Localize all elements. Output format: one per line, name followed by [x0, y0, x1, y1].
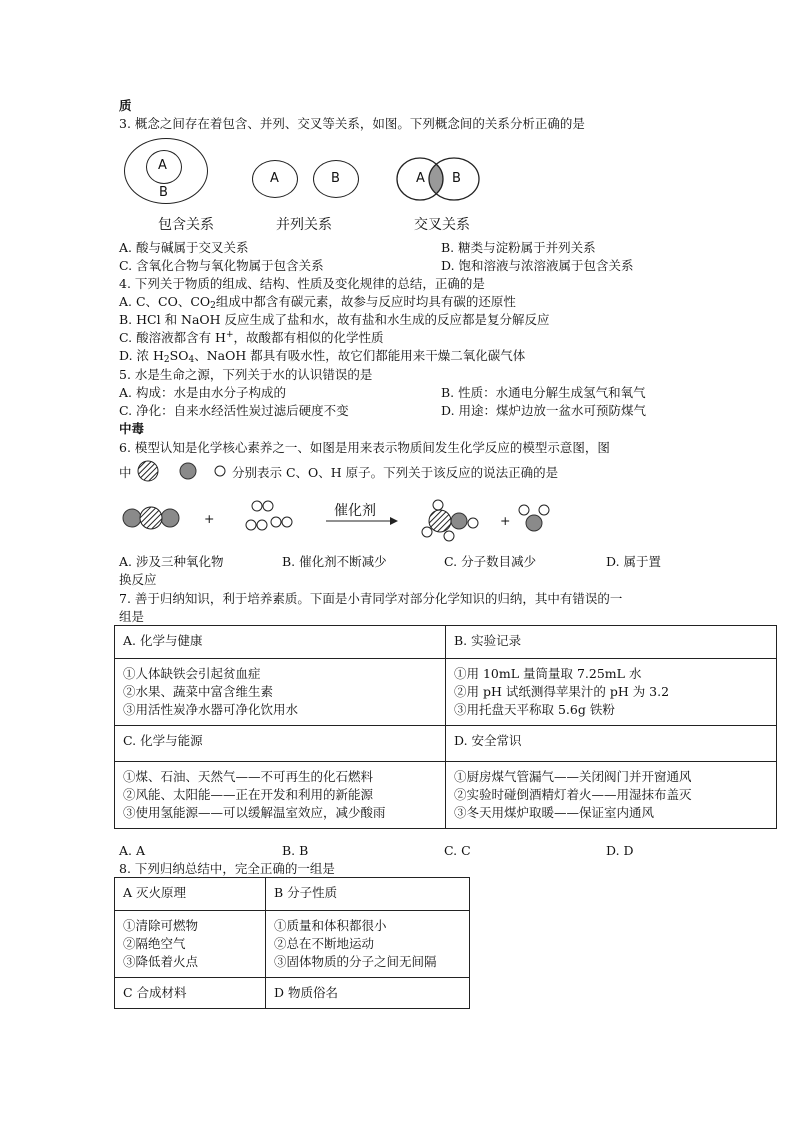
product-h-atom	[422, 527, 432, 537]
list-item: ①质量和体积都很小	[274, 918, 387, 933]
q8-cell-d-head: D 物质俗名	[266, 978, 470, 1009]
q7-option-a[interactable]: A. A	[119, 843, 146, 858]
reactant-h-atom	[246, 520, 256, 530]
continued-text: 质	[119, 98, 132, 113]
list-item: ①煤、石油、天然气——不可再生的化石燃料	[123, 769, 374, 784]
q4-d-text: D. 浓 H	[119, 348, 164, 363]
parallel-left-label: A	[270, 171, 279, 186]
q7-cell-c-head: C. 化学与能源	[115, 726, 446, 762]
q6-stem-line2-pre: 中	[119, 465, 132, 480]
product-o-atom	[526, 515, 542, 531]
list-item: ①人体缺铁会引起贫血症	[123, 666, 261, 681]
q4-a-text-2: 组成中都含有碳元素，故参与反应时均具有碳的还原性	[215, 294, 516, 309]
q6-wrap: 换反应	[119, 572, 157, 587]
list-item: ②隔绝空气	[123, 936, 186, 951]
reaction-plus-1: +	[204, 511, 215, 526]
q7-cell-b-head: B. 实验记录	[446, 626, 777, 659]
q5-wrap: 中毒	[119, 421, 145, 436]
product-h-atom	[539, 505, 549, 515]
q5-stem: 5. 水是生命之源，下列关于水的认识错误的是	[119, 367, 373, 382]
q8-cell-c-head: C 合成材料	[115, 978, 266, 1009]
contain-inner-label: A	[158, 158, 167, 173]
q7-table	[114, 625, 777, 829]
q4-c-text-2: ，故酸都有相似的化学性质	[233, 330, 384, 345]
oxygen-atom-icon	[180, 463, 196, 479]
q7-option-b[interactable]: B. B	[282, 843, 309, 858]
list-item: ②实验时碰倒酒精灯着火——用湿抹布盖灭	[454, 787, 692, 802]
q4-option-c[interactable]	[119, 330, 384, 346]
reactant-h-atom	[263, 501, 273, 511]
reactant-h-atom	[252, 501, 262, 511]
list-item: ③固体物质的分子之间无间隔	[274, 954, 437, 969]
q8-stem: 8. 下列归纳总结中，完全正确的一组是	[119, 861, 335, 876]
q8-cell-b-head: B 分子性质	[266, 878, 470, 911]
hydrogen-atom-icon	[215, 466, 225, 476]
list-item: ③降低着火点	[123, 954, 199, 969]
reactant-h-atom	[271, 517, 281, 527]
cross-left-label: A	[416, 171, 425, 186]
q8-table	[114, 877, 470, 1009]
q5-option-d[interactable]: D. 用途：煤炉边放一盆水可预防煤气	[441, 403, 647, 418]
q4-a-sub: 2	[210, 301, 216, 311]
q8-cell-b-body	[266, 911, 470, 978]
atom-legend	[136, 459, 232, 483]
q3-stem: 3. 概念之间存在着包含、并列、交叉等关系，如图。下列概念间的关系分析正确的是	[119, 116, 585, 131]
list-item: ③用托盘天平称取 5.6g 铁粉	[454, 702, 615, 717]
q4-d-text-2: 、NaOH 都具有吸水性，故它们都能用来干燥二氧化碳气体	[194, 348, 526, 363]
q8-cell-a-body	[115, 911, 266, 978]
reactant-h-atom	[282, 517, 292, 527]
list-item: ②水果、蔬菜中富含维生素	[123, 684, 274, 699]
reactant-c-atom	[140, 507, 162, 529]
q7-cell-b-body	[446, 659, 777, 726]
q6-stem-line1: 6. 模型认知是化学核心素养之一、如图是用来表示物质间发生化学反应的模型示意图，图	[119, 440, 610, 455]
q7-option-d[interactable]: D. D	[606, 843, 634, 858]
list-item: ②风能、太阳能——正在开发和利用的新能源	[123, 787, 374, 802]
list-item: ③用活性炭净水器可净化饮用水	[123, 702, 299, 717]
list-item: ②用 pH 试纸测得苹果汁的 pH 为 3.2	[454, 684, 670, 699]
product-o-atom	[451, 513, 467, 529]
list-item: ①厨房煤气管漏气——关闭阀门并开窗通风	[454, 769, 692, 784]
list-item: ①清除可燃物	[123, 918, 199, 933]
q6-option-a[interactable]: A. 涉及三种氧化物	[119, 554, 224, 569]
q6-option-d[interactable]: D. 属于置	[606, 554, 662, 569]
list-item: ③冬天用煤炉取暖——保证室内通风	[454, 805, 655, 820]
q7-stem-line2: 组是	[119, 609, 145, 624]
q4-option-b[interactable]: B. HCl 和 NaOH 反应生成了盐和水，故有盐和水生成的反应都是复分解反应	[119, 312, 550, 327]
q6-option-c[interactable]: C. 分子数目减少	[444, 554, 537, 569]
q7-cell-d-body	[446, 762, 777, 829]
product-h-atom	[444, 531, 454, 541]
q5-option-b[interactable]: B. 性质：水通电分解生成氢气和氧气	[441, 385, 646, 400]
q5-option-c[interactable]: C. 净化：自来水经活性炭过滤后硬度不变	[119, 403, 349, 418]
product-h-atom	[468, 518, 478, 528]
q4-d-sub2: 4	[188, 355, 195, 365]
product-h-atom	[519, 505, 529, 515]
contain-outer-label: B	[159, 185, 168, 200]
q8-cell-a-head: A 灭火原理	[115, 878, 266, 911]
q6-option-b[interactable]: B. 催化剂不断减少	[282, 554, 387, 569]
parallel-caption: 并列关系	[276, 217, 332, 233]
q6-stem-line2-post: 分别表示 C、O、H 原子。下列关于该反应的说法正确的是	[232, 465, 559, 480]
cross-right-label: B	[452, 171, 461, 186]
q7-option-c[interactable]: C. C	[444, 843, 471, 858]
q3-option-d[interactable]: D. 饱和溶液与浓溶液属于包含关系	[441, 258, 634, 273]
cross-venn-svg	[395, 155, 487, 205]
q7-cell-a-body	[115, 659, 446, 726]
q7-stem-line1: 7. 善于归纳知识，利于培养素质。下面是小青同学对部分化学知识的归纳，其中有错误的一	[119, 591, 623, 606]
reaction-plus-2: +	[500, 513, 511, 528]
list-item: ②总在不断地运动	[274, 936, 375, 951]
q4-stem: 4. 下列关于物质的组成、结构、性质及变化规律的总结，正确的是	[119, 276, 485, 291]
q4-option-a[interactable]	[119, 294, 516, 310]
product-h-atom	[433, 500, 443, 510]
q4-d-sub1: 2	[163, 355, 170, 365]
q4-a-text: A. C、CO、CO	[119, 294, 211, 309]
q7-cell-a-head: A. 化学与健康	[115, 626, 446, 659]
q5-option-a[interactable]: A. 构成：水是由水分子构成的	[119, 385, 286, 400]
q3-option-a[interactable]: A. 酸与碱属于交叉关系	[119, 240, 249, 255]
q3-option-b[interactable]: B. 糖类与淀粉属于并列关系	[441, 240, 596, 255]
catalyst-label: 催化剂	[334, 503, 376, 519]
contain-caption: 包含关系	[158, 217, 214, 233]
parallel-right-label: B	[331, 171, 340, 186]
reactant-o-atom	[161, 509, 179, 527]
list-item: ③使用氢能源——可以缓解温室效应，减少酸雨	[123, 805, 386, 820]
q7-cell-d-head: D. 安全常识	[446, 726, 777, 762]
q7-cell-c-body	[115, 762, 446, 829]
list-item: ①用 10mL 量筒量取 7.25mL 水	[454, 666, 642, 681]
q4-option-d[interactable]	[119, 348, 525, 364]
q4-c-sup: +	[225, 330, 234, 340]
q3-option-c[interactable]: C. 含氧化合物与氧化物属于包含关系	[119, 258, 324, 273]
cross-caption: 交叉关系	[414, 217, 470, 233]
product-c-atom	[429, 510, 451, 532]
reactant-o-atom	[123, 509, 141, 527]
reactant-h-atom	[257, 520, 267, 530]
q4-d-mid: SO	[169, 348, 189, 363]
q4-c-text: C. 酸溶液都含有 H	[119, 330, 226, 345]
carbon-atom-icon	[138, 461, 158, 481]
reaction-arrow-head	[390, 517, 398, 525]
